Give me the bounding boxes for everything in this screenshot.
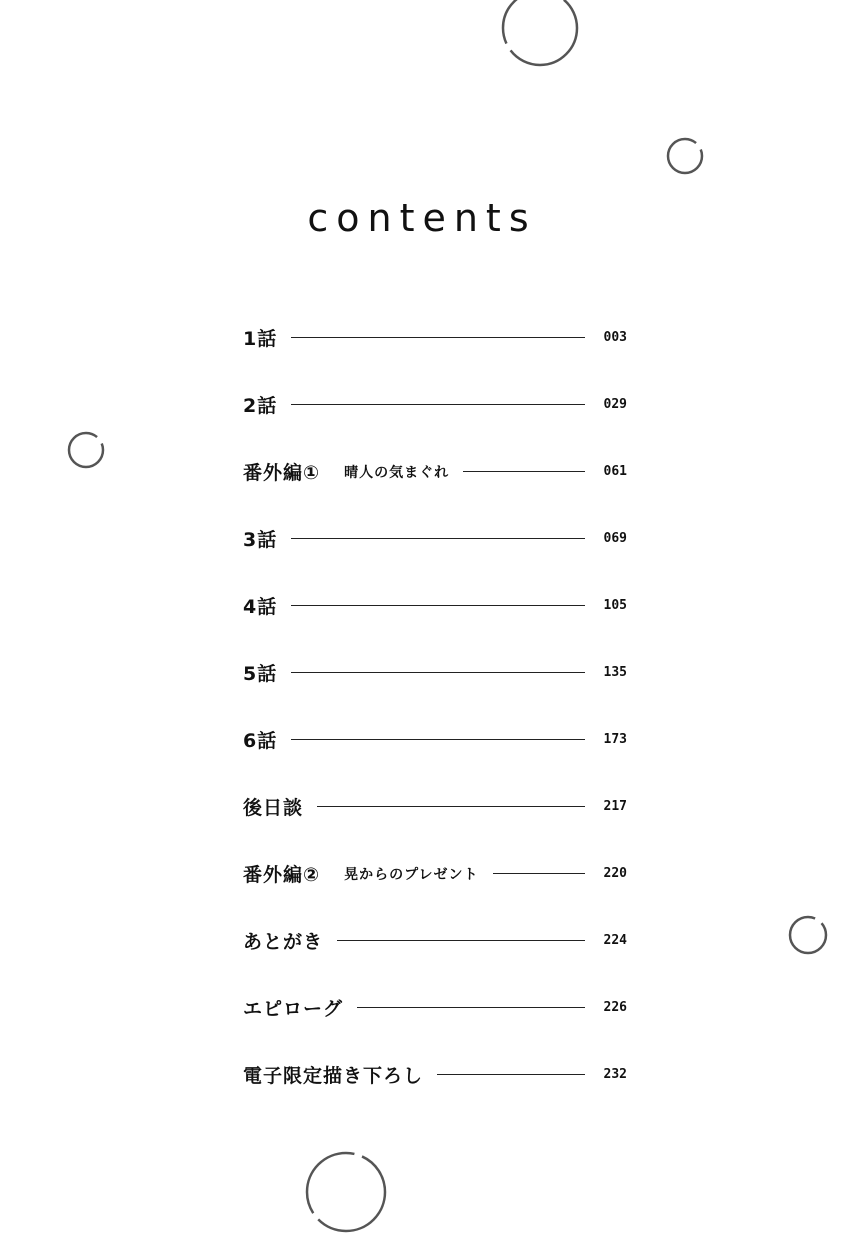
toc-entry-subtitle: 晴人の気まぐれ [344, 464, 450, 481]
table-of-contents [243, 304, 627, 1108]
toc-entry[interactable] [243, 304, 627, 371]
leader-line [291, 605, 585, 606]
toc-entry[interactable] [243, 371, 627, 438]
toc-entry-label: 2話 [243, 395, 278, 417]
toc-entry[interactable] [243, 840, 627, 907]
leader-line [337, 940, 585, 941]
leader-line [291, 672, 585, 673]
toc-entry-page: 029 [603, 397, 627, 412]
toc-entry-label: 番外編② [243, 864, 321, 886]
leader-line [291, 404, 585, 405]
circle-ring-icon [304, 1150, 388, 1234]
toc-entry-label: 5話 [243, 663, 278, 685]
toc-entry-subtitle: 晃からのプレゼント [344, 866, 479, 883]
toc-entry[interactable] [243, 639, 627, 706]
circle-ring-icon [665, 136, 705, 176]
leader-line [493, 873, 585, 874]
toc-entry-label: 3話 [243, 529, 278, 551]
toc-entry-page: 003 [603, 330, 627, 345]
toc-entry-label: 電子限定描き下ろし [243, 1065, 424, 1087]
circle-ring-icon [66, 430, 106, 470]
toc-entry-label: エピローグ [243, 998, 344, 1020]
toc-entry-page: 232 [603, 1067, 627, 1082]
toc-entry-page: 224 [603, 933, 627, 948]
toc-entry[interactable] [243, 907, 627, 974]
toc-entry-page: 173 [603, 732, 627, 747]
toc-entry[interactable] [243, 974, 627, 1041]
toc-entry-page: 105 [603, 598, 627, 613]
toc-entry-page: 220 [603, 866, 627, 881]
toc-entry-page: 061 [603, 464, 627, 479]
page-title: contents [307, 196, 537, 240]
leader-line [463, 471, 585, 472]
toc-entry[interactable] [243, 438, 627, 505]
toc-entry-label: 4話 [243, 596, 278, 618]
toc-entry[interactable] [243, 572, 627, 639]
toc-entry-label: 1話 [243, 328, 278, 350]
toc-entry[interactable] [243, 706, 627, 773]
leader-line [291, 739, 585, 740]
toc-entry-page: 135 [603, 665, 627, 680]
leader-line [357, 1007, 585, 1008]
toc-entry[interactable] [243, 1041, 627, 1108]
circle-ring-icon [787, 914, 829, 956]
leader-line [437, 1074, 585, 1075]
toc-entry-page: 226 [603, 1000, 627, 1015]
leader-line [291, 337, 585, 338]
toc-entry-page: 217 [603, 799, 627, 814]
toc-entry[interactable] [243, 505, 627, 572]
leader-line [317, 806, 585, 807]
toc-entry-label: 後日談 [243, 797, 304, 819]
toc-entry-label: あとがき [243, 931, 324, 953]
toc-entry-label: 6話 [243, 730, 278, 752]
toc-entry-label: 番外編① [243, 462, 321, 484]
toc-entry[interactable] [243, 773, 627, 840]
leader-line [291, 538, 585, 539]
circle-ring-icon [500, 0, 580, 68]
toc-entry-page: 069 [603, 531, 627, 546]
